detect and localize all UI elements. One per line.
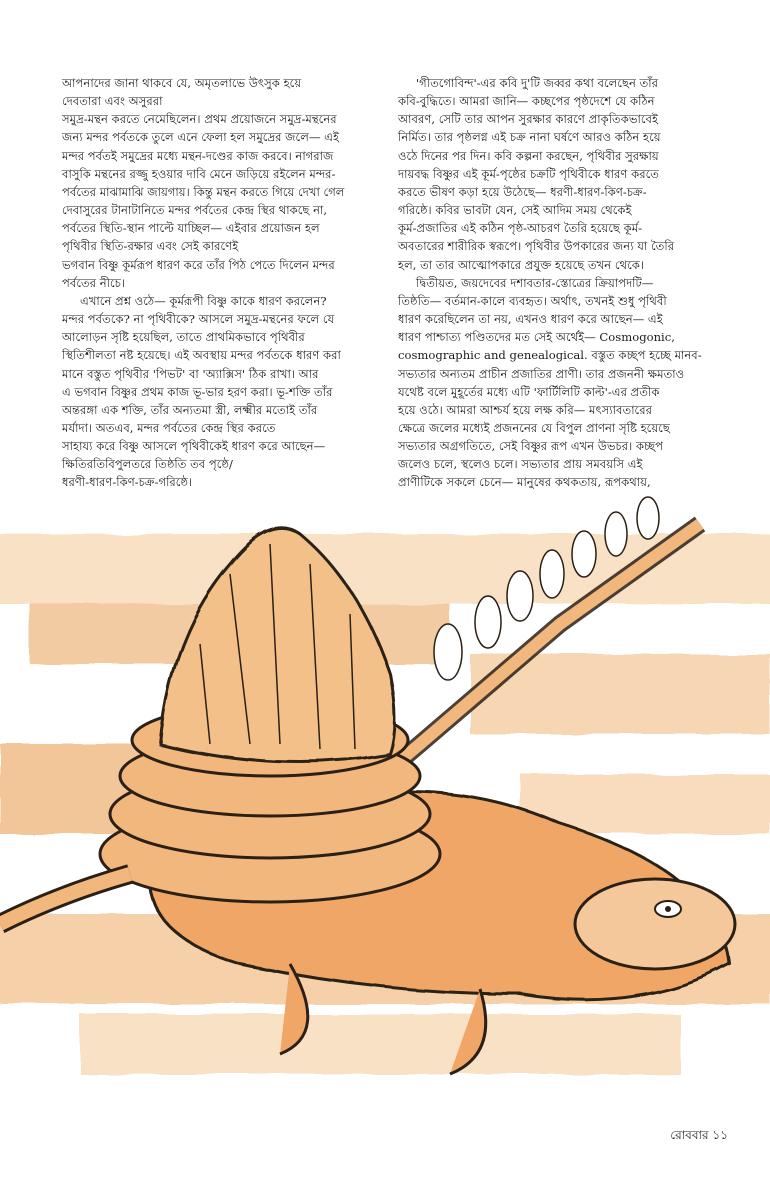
page-folio: রোববার ১১ — [670, 1128, 728, 1142]
article-paragraph: 'গীতগোবিন্দ'-এর কবি দু'টি জব্বর কথা বলেছেন তাঁর কবি-বুদ্ধিতে। আমরা জানি— কচ্ছপের পৃষ্ঠদেশে যে কঠিন আবরণ, সেটি তার আপন সুরক্ষার কারণে প্রাকৃতিকভাবেই নির্মিত। তার পৃষ্ঠলগ্ন এই চক্র নানা ঘর্ষণে আরও কঠিন হয়ে ওঠে দিনের পর দিন। কবি কল্পনা করছেন, পৃথিবীর সুরক্ষায় দায়বদ্ধ বিষ্ণুর এই কূর্ম-পৃষ্ঠের চক্রটি পৃথিবীকে ধারণ করতে করতে ভীষণ কড়া হয়ে উঠেছে— ধরণী-ধারণ-কিণ-চক্র- গরিষ্ঠে। কবির ভাবটা যেন, সেই আদিম সময় থেকেই কূর্ম-প্রজাতির এই কঠিন পৃষ্ঠ-আচরণ তৈরি হয়েছে কূর্ম- অবতারের শারীরিক স্বরূপে। পৃথিবীর উপকারের জন্য যা তৈরি হল, তা তার আত্মোপকারে প্রযুক্ত হয়েছে তখন থেকে। — [398, 76, 675, 272]
article-right-column — [398, 74, 720, 492]
illustration-artwork — [0, 494, 770, 1092]
article-paragraph: এখানে প্রশ্ন ওঠে— কূর্মরূপী বিষ্ণু কাকে ধারণ করলেন? মন্দর পর্বতকে? না পৃথিবীকে? আসলে সমুদ্র-মন্থনের ফলে যে আলোড়ন সৃষ্টি হয়েছিল, তাতে প্রাথমিকভাবে পৃথিবীর স্থিতিশীলতা নষ্ট হয়েছে। এই অবস্থায় মন্দর পর্বতকে ধারণ করা মানে বস্তুত পৃথিবীর 'পিভট' বা 'অ্যাক্সিস' ঠিক রাখা। আর এ ভগবান বিষ্ণুর প্রথম কাজ ভূ-ভার হরণ করা। ভূ-শক্তি তাঁর অন্তরঙ্গা এক শক্তি, তাঁর অন্যতমা স্ত্রী, লক্ষ্মীর মতোই তাঁর মর্যাদা। অতএব, মন্দর পর্বতের কেন্দ্র স্থির করতে সাহায্য করে বিষ্ণু আসলে পৃথিবীকেই ধারণ করে আছেন— ক্ষিতিরতিবিপুলতরে তিষ্ঠতি তব পৃষ্ঠে/ ধরণী-ধারণ-কিণ-চক্র-গরিষ্ঠে। — [62, 293, 341, 490]
article-paragraph: দ্বিতীয়ত, জয়দেবের দশাবতার-স্তোত্রের ক্রিয়াপদটি— তিষ্ঠতি— বর্তমান-কালে ব্যবহৃত। অর্থাৎ, তখনই শুধু পৃথিবী ধারণ করেছিলেন তা নয়, এখনও ধারণ করে আছেন— এই ধারণ পাশ্চাত্য পণ্ডিতদের মত সেই অর্থেই— Cosmogonic, cosmographic and genealogical. বস্তুত কচ্ছপ হচ্ছে মানব- সভ্যতার অন্যতম প্রাচীন প্রজাতির প্রাণী। তার প্রজননী ক্ষমতাও যথেষ্ট বলে মুহূর্তের মধ্যে এটি 'ফার্টিলিটি কাল্ট'-এর প্রতীক হয়ে ওঠে। আমরা আশ্চর্য হয়ে লক্ষ করি— মৎস্যাবতারের ক্ষেত্রে জলের মধ্যেই প্রজননের যে বিপুল প্রাণনা সৃষ্টি হয়েছে সভ্যতার অগ্রগতিতে, সেই বিষ্ণুর রূপ এখন উভচর। কচ্ছপ জলেও চলে, স্থলেও চলে। সভ্যতার প্রায় সমবয়সি এই প্রাণীটিকে সকলে চেনে— মানুষের কথকতায়, রূপকথায়, — [398, 275, 702, 490]
article-paragraph: আপনাদের জানা থাকবে যে, অমৃতলাভে উৎসুক হয়ে দেবতারা এবং অসুররা সমুদ্র-মন্থন করতে নেমেছিলেন। প্রথম প্রয়োজনে সমুদ্র-মন্থনের জন্য মন্দর পর্বতকে তুলে এনে ফেলা হল সমুদ্রের জলে— এই মন্দর পর্বতই সমুদ্রের মধ্যে মন্থন-দণ্ডের কাজ করবে। নাগরাজ বাসুকি মন্থনের রজ্জু হওয়ার দাবি মেনে জড়িয়ে রইলেন মন্দর- পর্বতের মাঝামাঝি জায়গায়। কিন্তু মন্থন করতে গিয়ে দেখা গেল দেবাসুরের টানাটানিতে মন্দর পর্বতের কেন্দ্র স্থির থাকছে না, পর্বতের স্থিতি-স্থান পাল্টে যাচ্ছিল— এইবার প্রয়োজন হল পৃথিবীর স্থিতি-রক্ষার এবং সেই কারণেই ভগবান বিষ্ণু কূর্মরূপ ধারণ করে তাঁর পিঠ পেতে দিলেন মন্দর পর্বতের নীচে। — [62, 76, 345, 290]
kurma-avatar-illustration — [0, 494, 770, 1092]
article-left-column — [62, 74, 384, 492]
